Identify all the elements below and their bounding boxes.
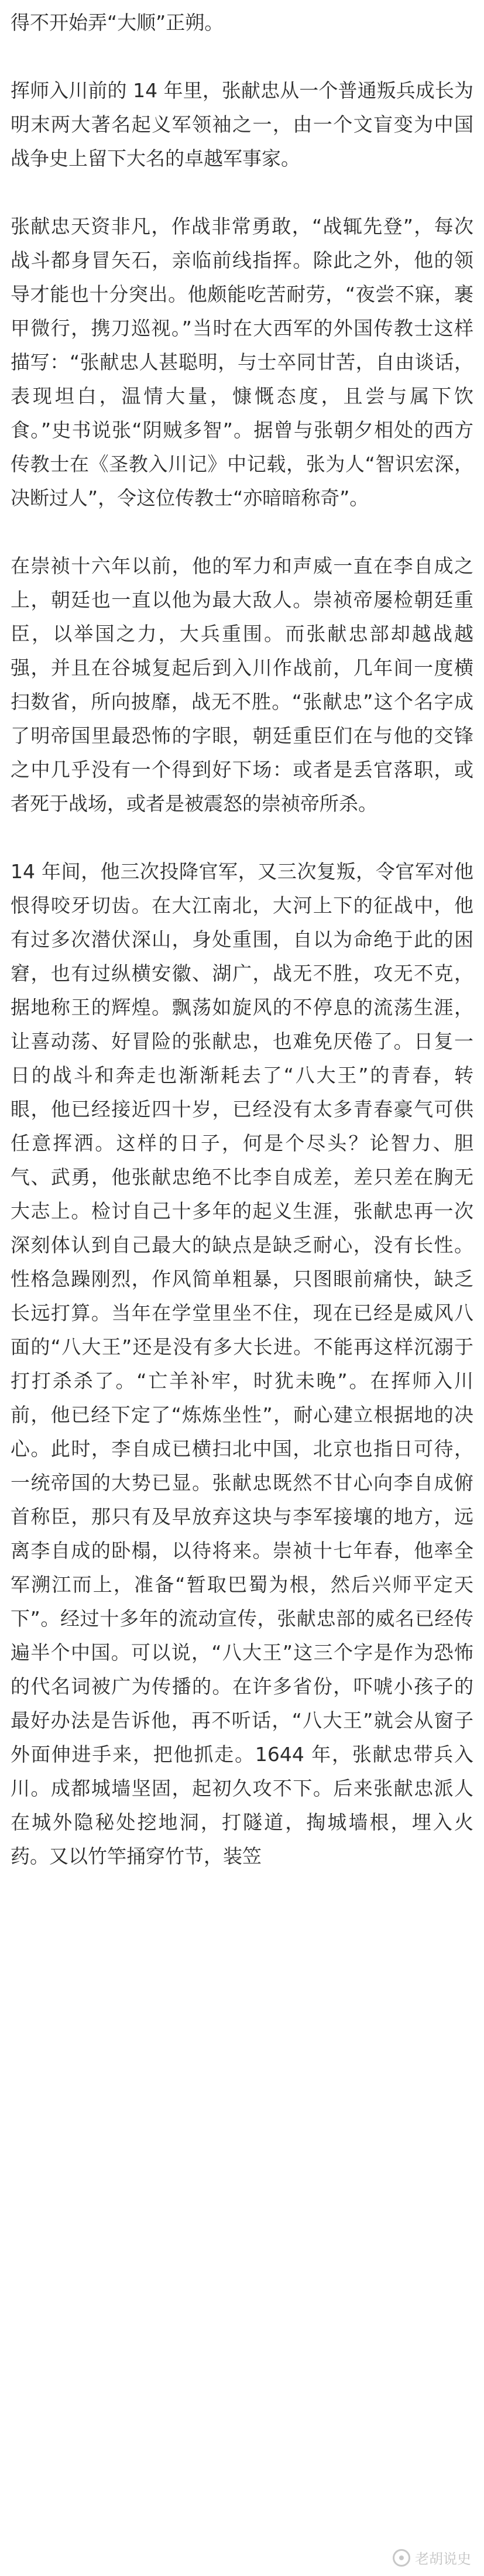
article-paragraph: 在崇祯十六年以前，他的军力和声威一直在李自成之上，朝廷也一直以他为最大敌人。崇祯帝屡检朝廷重臣，以举国之力，大兵重围。而张献忠部却越战越强，并且在谷城复起后到入川作战前，几年间一度横扫数省，所向披靡，战无不胜。“张献忠”这个名字成了明帝国里最恐怖的字眼，朝廷重臣们在与他的交锋之中几乎没有一个得到好下场：或者是丢官落职，或者死于战场，或者是被震怒的崇祯帝所杀。	[11, 554, 473, 815]
watermark-logo-icon	[393, 2549, 410, 2567]
article-paragraph: 14 年间，他三次投降官军，又三次复叛，令官军对他恨得咬牙切齿。在大江南北，大河上下的征战中，他有过多次潜伏深山，身处重围，自以为命绝于此的困窘，也有过纵横安徽、湖广，战无不胜，攻无不克，据地称王的辉煌。飘荡如旋风的不停息的流荡生涯，让喜动荡、好冒险的张献忠，也难免厌倦了。日复一日的战斗和奔走也渐渐耗去了“八大王”的青春，转眼，他已经接近四十岁，已经没有太多青春豪气可供任意挥洒。这样的日子，何是个尽头？论智力、胆气、武勇，他张献忠绝不比李自成差，差只差在胸无大志上。检讨自己十多年的起义生涯，张献忠再一次深刻体认到自己最大的缺点是缺乏耐心，没有长性。性格急躁刚烈，作风简单粗暴，只图眼前痛快，缺乏长远打算。当年在学堂里坐不住，现在已经是威风八面的“八大王”还是没有多大长进。不能再这样沉溺于打打杀杀了。“亡羊补牢，时犹未晚”。在挥师入川前，他已经下定了“炼炼坐性”，耐心建立根据地的决心。此时，李自成已横扫北中国，北京也指日可待，一统帝国的大势已显。张献忠既然不甘心向李自成俯首称臣，那只有及早放弃这块与李军接壤的地方，远离李自成的卧榻，以待将来。崇祯十七年春，他率全军溯江而上，准备“暂取巴蜀为根，然后兴师平定天下”。经过十多年的流动宣传，张献忠部的威名已经传遍半个中国。可以说，“八大王”这三个字是作为恐怖的代名词被广为传播的。在许多省份，吓唬小孩子的最好办法是告诉他，再不听话，“八大王”就会从窗子外面伸进手来，把他抓走。1644 年，张献忠带兵入川。成都城墙坚固，起初久攻不下。后来张献忠派人在城外隐秘处挖地洞，打隧道，掏城墙根，埋入火药。又以竹竿捅穿竹节，装笠	[11, 860, 473, 1868]
watermark	[393, 2547, 471, 2568]
article-paragraph: 张献忠天资非凡，作战非常勇敢，“战辄先登”，每次战斗都身冒矢石，亲临前线指挥。除此之外，他的领导才能也十分突出。他颇能吃苦耐劳，“夜尝不寐，裹甲微行，携刀巡视。”当时在大西军的外国传教士这样描写：“张献忠人甚聪明，与士卒同甘苦，自由谈话，表现坦白，温情大量，慷慨态度，且尝与属下饮食。”史书说张“阴贼多智”。据曾与张朝夕相处的西方传教士在《圣教入川记》中记载，张为人“智识宏深，决断过人”，令这位传教士“亦暗暗称奇”。	[11, 215, 473, 509]
article-paragraph: 挥师入川前的 14 年里，张献忠从一个普通叛兵成长为明末两大著名起义军领袖之一，由一个文盲变为中国战争史上留下大名的卓越军事家。	[11, 79, 473, 170]
article-paragraph: 得不开始弄“大顺”正朔。	[11, 11, 224, 34]
watermark-text: 老胡说史	[415, 2551, 471, 2567]
